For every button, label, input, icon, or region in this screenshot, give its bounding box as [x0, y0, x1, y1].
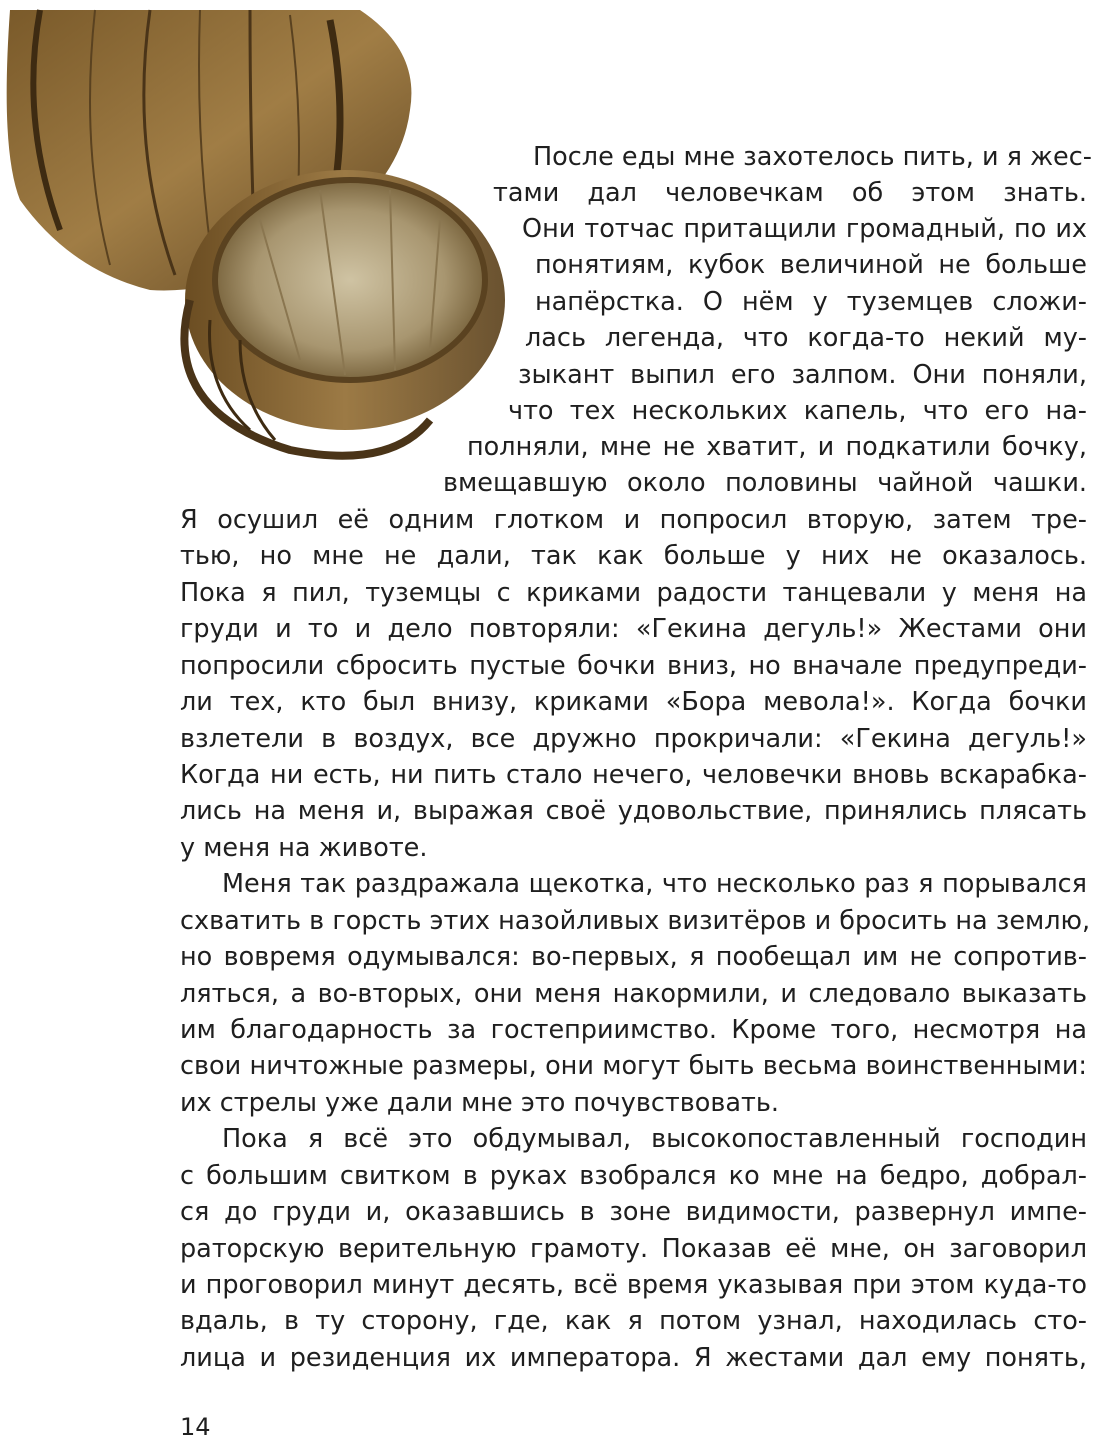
- text-line: тью, но мне не дали, так как больше у них не оказалось.: [180, 541, 1087, 571]
- text-line: Пока я всё это обдумывал, высокопоставленный господин: [222, 1124, 1087, 1154]
- text-line: их стрелы уже дали мне это почувствовать.: [180, 1088, 780, 1118]
- text-line: лись на меня и, выражая своё удовольствие, принялись плясать: [180, 796, 1087, 826]
- text-line: груди и то и дело повторяли: «Гекина дегуль!» Жестами они: [180, 614, 1087, 644]
- text-line: Меня так раздражала щекотка, что несколько раз я порывался: [222, 869, 1087, 899]
- text-line: Когда ни есть, ни пить стало нечего, человечки вновь вскарабка-: [180, 760, 1087, 790]
- text-line: вдаль, в ту сторону, где, как я потом узнал, находилась сто-: [180, 1306, 1087, 1336]
- text-line: вмещавшую около половины чайной чашки.: [443, 468, 1087, 498]
- text-line: но вовремя одумывался: во-первых, я пообещал им не сопротив-: [180, 942, 1087, 972]
- text-line: Они тотчас притащили громадный, по их: [522, 214, 1087, 244]
- text-line: свои ничтожные размеры, они могут быть весьма воинственными:: [180, 1051, 1087, 1081]
- text-line: зыкант выпил его залпом. Они поняли,: [518, 360, 1087, 390]
- text-line: После еды мне захотелось пить, и я жес-: [533, 142, 1092, 172]
- page-number: 14: [180, 1413, 211, 1441]
- lower-barrel: [184, 170, 505, 456]
- text-line: понятиям, кубок величиной не больше: [535, 250, 1087, 280]
- text-line: тами дал человечкам об этом знать.: [493, 178, 1087, 208]
- text-line: лась легенда, что когда-то некий му-: [525, 323, 1087, 353]
- text-line: что тех нескольких капель, что его на-: [508, 396, 1087, 426]
- text-line: ляться, а во-вторых, они меня накормили, и следовало выказать: [180, 979, 1087, 1009]
- text-line: у меня на животе.: [180, 833, 428, 863]
- text-line: Я осушил её одним глотком и попросил вторую, затем тре-: [180, 505, 1087, 535]
- text-line: ся до груди и, оказавшись в зоне видимости, развернул импе-: [180, 1197, 1087, 1227]
- text-line: Пока я пил, туземцы с криками радости танцевали у меня на: [180, 578, 1087, 608]
- text-line: ли тех, кто был внизу, криками «Бора мевола!». Когда бочки: [180, 687, 1087, 717]
- barrels-illustration: [0, 0, 520, 480]
- text-line: попросили сбросить пустые бочки вниз, но вначале предупреди-: [180, 651, 1087, 681]
- text-line: напёрстка. О нём у туземцев сложи-: [535, 287, 1087, 317]
- text-line: с большим свитком в руках взобрался ко мне на бедро, добрал-: [180, 1161, 1087, 1191]
- text-line: схватить в горсть этих назойливых визитёров и бросить на землю,: [180, 906, 1091, 936]
- text-line: им благодарность за гостеприимство. Кроме того, несмотря на: [180, 1015, 1087, 1045]
- text-line: взлетели в воздух, все дружно прокричали: «Гекина дегуль!»: [180, 724, 1087, 754]
- text-line: лица и резиденция их императора. Я жестами дал ему понять,: [180, 1343, 1087, 1373]
- text-line: полняли, мне не хватит, и подкатили бочку,: [467, 432, 1087, 462]
- text-line: раторскую верительную грамоту. Показав её мне, он заговорил: [180, 1234, 1087, 1264]
- text-line: и проговорил минут десять, всё время указывая при этом куда-то: [180, 1270, 1087, 1300]
